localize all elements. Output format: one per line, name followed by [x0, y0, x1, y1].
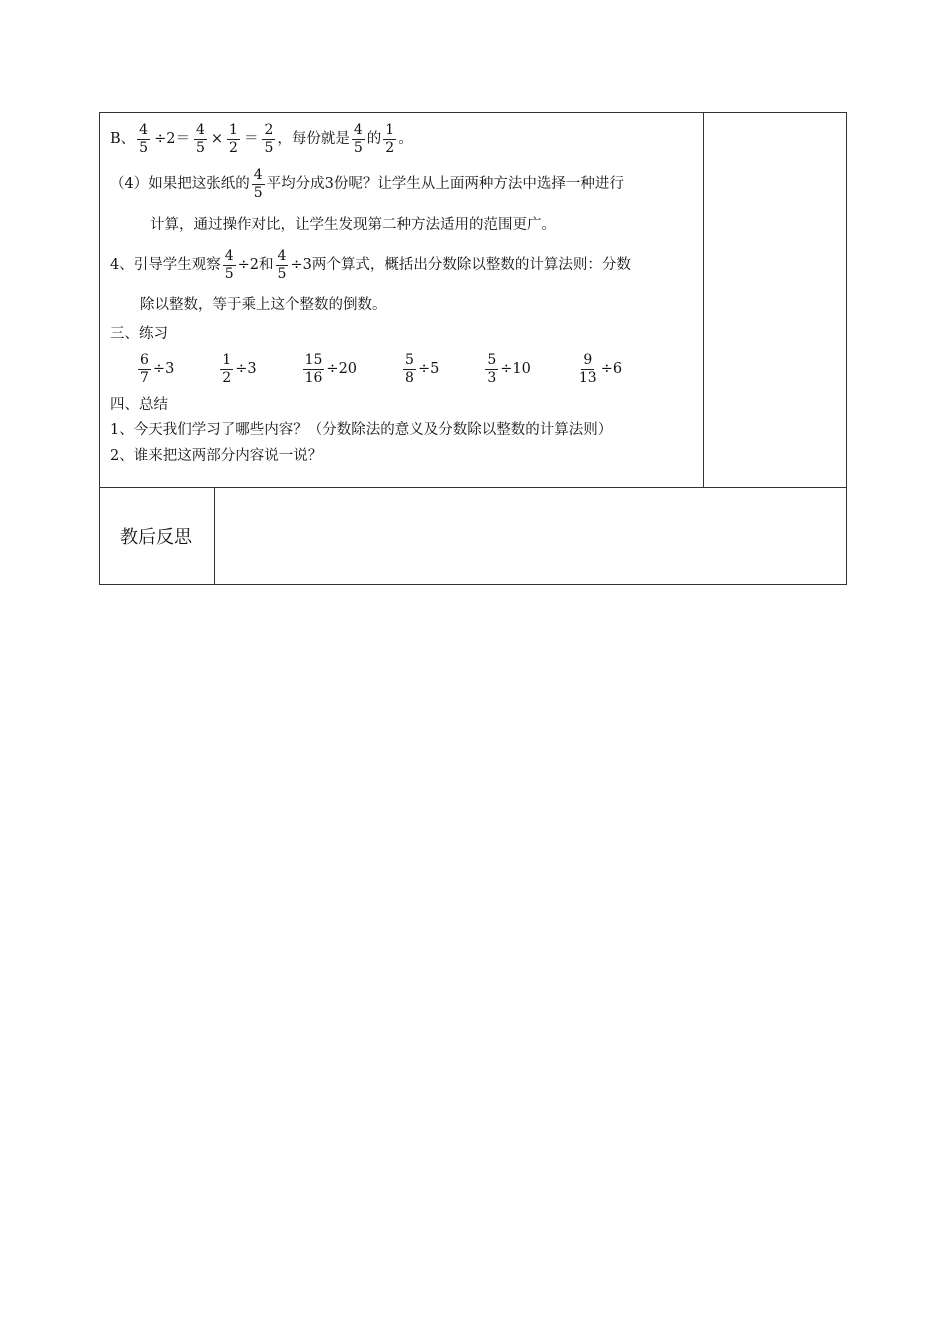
item-4-line — [110, 243, 695, 287]
exercise-item: $\frac{5}{3}$ ÷10 — [487, 351, 531, 386]
practice-heading: 三、练习 — [110, 325, 168, 342]
exercise-item: $\frac{15}{16}$ ÷20 — [304, 351, 358, 386]
fraction: $\frac{4}{5}$ — [253, 166, 263, 201]
text-segment: ，每份就是 — [277, 130, 350, 147]
text-segment: 计算，通过操作对比，让学生发现第二种方法适用的范围更广。 — [150, 216, 556, 233]
lesson-plan-table — [99, 112, 847, 585]
method-b-line — [110, 117, 695, 161]
exercise-item: $\frac{9}{13}$ ÷6 — [578, 351, 623, 386]
fraction: $\frac{4}{5}$ — [277, 247, 287, 282]
text-segment: ÷2和 — [237, 256, 274, 273]
fraction: $\frac{9}{13}$ — [578, 351, 597, 386]
reflection-label-cell — [100, 488, 215, 584]
side-notes-cell — [704, 113, 847, 488]
fraction: $\frac{1}{2}$ — [222, 351, 232, 386]
fraction: $\frac{1}{2}$ — [229, 121, 238, 156]
text-segment: 的 — [366, 130, 382, 147]
reflection-content-cell — [215, 488, 847, 584]
fraction: $\frac{4}{5}$ — [224, 247, 234, 282]
fraction: $\frac{1}{2}$ — [385, 121, 395, 156]
reflection-row — [100, 488, 847, 585]
step-4-question-line — [110, 161, 695, 207]
operator-text: ＝ — [243, 130, 259, 147]
summary-item-1: 1、今天我们学习了哪些内容？（分数除法的意义及分数除以整数的计算法则） — [110, 421, 613, 438]
operator-text: × — [210, 130, 224, 147]
content-row — [100, 113, 847, 488]
summary-heading: 四、总结 — [110, 396, 168, 413]
text-segment: 4、引导学生观察 — [110, 256, 221, 273]
reflection-label: 教后反思 — [120, 527, 192, 548]
practice-exercises — [110, 345, 695, 393]
fraction: $\frac{5}{3}$ — [487, 351, 497, 386]
fraction: $\frac{5}{8}$ — [405, 351, 414, 386]
text-segment: 平均分成3份呢？让学生从上面两种方法中选择一种进行 — [266, 175, 624, 192]
fraction: $\frac{2}{5}$ — [264, 121, 274, 156]
exercise-item: $\frac{1}{2}$ ÷3 — [222, 351, 257, 386]
fraction: $\frac{4}{5}$ — [139, 121, 149, 156]
item-4-continuation — [110, 287, 695, 323]
exercise-item: $\frac{5}{8}$ ÷5 — [405, 351, 440, 386]
step-4-continuation — [110, 207, 695, 243]
fraction: $\frac{15}{16}$ — [304, 351, 323, 386]
main-content-cell — [100, 113, 704, 488]
reflection-row-cell — [100, 488, 847, 585]
operator-text: ÷2＝ — [154, 130, 190, 147]
text-segment: ÷3两个算式，概括出分数除以整数的计算法则：分数 — [290, 256, 631, 273]
fraction: $\frac{6}{7}$ — [140, 351, 149, 386]
exercise-item: $\frac{6}{7}$ ÷3 — [140, 351, 175, 386]
text-segment: 。 — [398, 130, 413, 147]
fraction: $\frac{4}{5}$ — [353, 121, 363, 156]
fraction: $\frac{4}{5}$ — [195, 121, 205, 156]
method-b-label: B、 — [110, 130, 136, 147]
text-segment: （4）如果把这张纸的 — [110, 175, 250, 192]
summary-item-2: 2、谁来把这两部分内容说一说？ — [110, 447, 323, 464]
text-segment: 除以整数，等于乘上这个整数的倒数。 — [140, 296, 387, 313]
